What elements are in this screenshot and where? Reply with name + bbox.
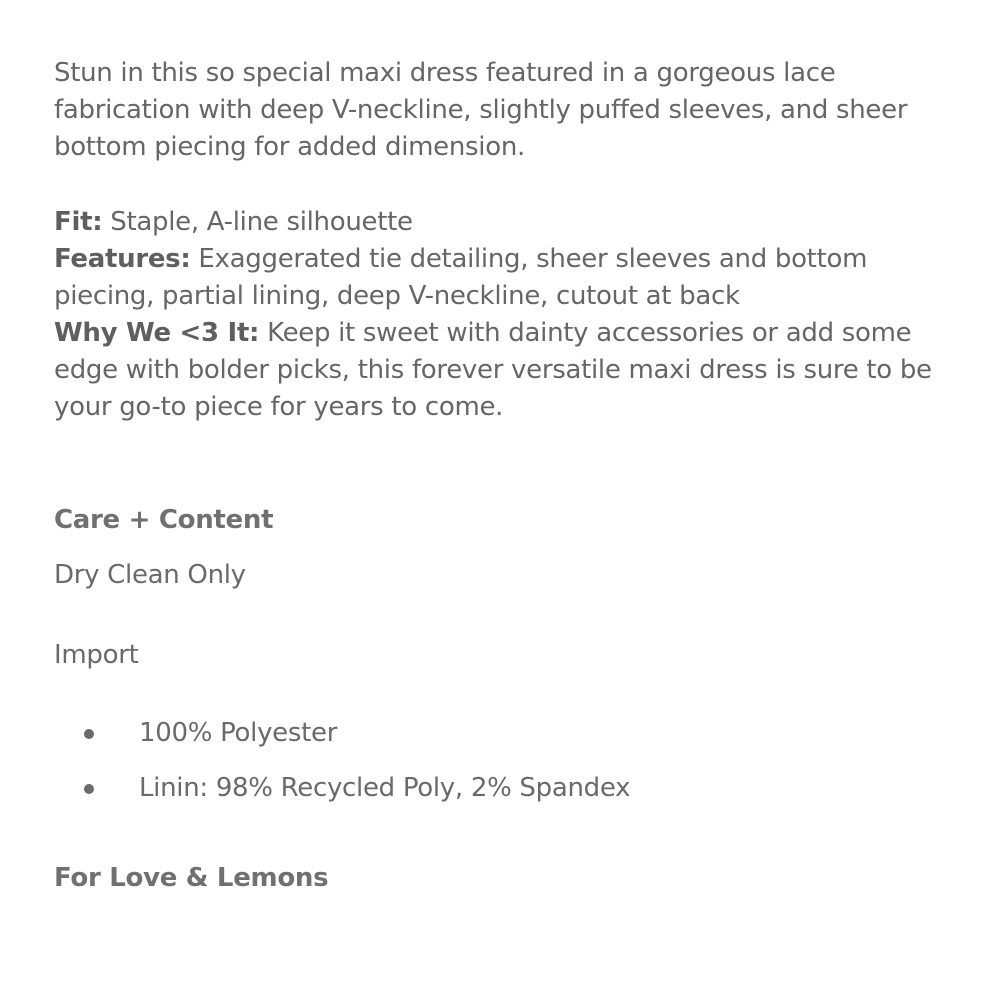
detail-text: Staple, A-line silhouette — [102, 207, 413, 237]
product-description — [54, 55, 954, 893]
care-content-heading: Care + Content — [54, 505, 274, 535]
origin-text: Import — [54, 640, 139, 670]
detail-features — [54, 241, 954, 315]
care-instructions: Dry Clean Only — [54, 560, 246, 590]
detail-label: Fit: — [54, 207, 103, 237]
bullet-icon — [84, 784, 94, 794]
detail-why-we-love-it — [54, 315, 954, 426]
bullet-icon — [84, 729, 94, 739]
product-details — [54, 204, 954, 426]
material-text: 100% Polyester — [139, 718, 338, 748]
detail-text: Exaggerated tie detailing, sheer sleeves and bottom piecing, partial lining, deep V-neckline, cutout at back — [54, 244, 868, 311]
material-text: Linin: 98% Recycled Poly, 2% Spandex — [139, 773, 631, 803]
list-item — [54, 716, 954, 771]
list-item — [54, 771, 954, 826]
detail-text: Keep it sweet with dainty accessories or add some edge with bolder picks, this forever versatile maxi dress is sure to be your go-to piece for years to come. — [54, 318, 932, 422]
detail-fit — [54, 204, 954, 241]
brand-name: For Love & Lemons — [54, 863, 329, 893]
intro-paragraph: Stun in this so special maxi dress featured in a gorgeous lace fabrication with deep V-neckline, slightly puffed sleeves, and sheer bottom piecing for added dimension. — [54, 58, 908, 162]
materials-list — [54, 716, 954, 826]
detail-label: Why We <3 It: — [54, 318, 260, 348]
detail-label: Features: — [54, 244, 191, 274]
